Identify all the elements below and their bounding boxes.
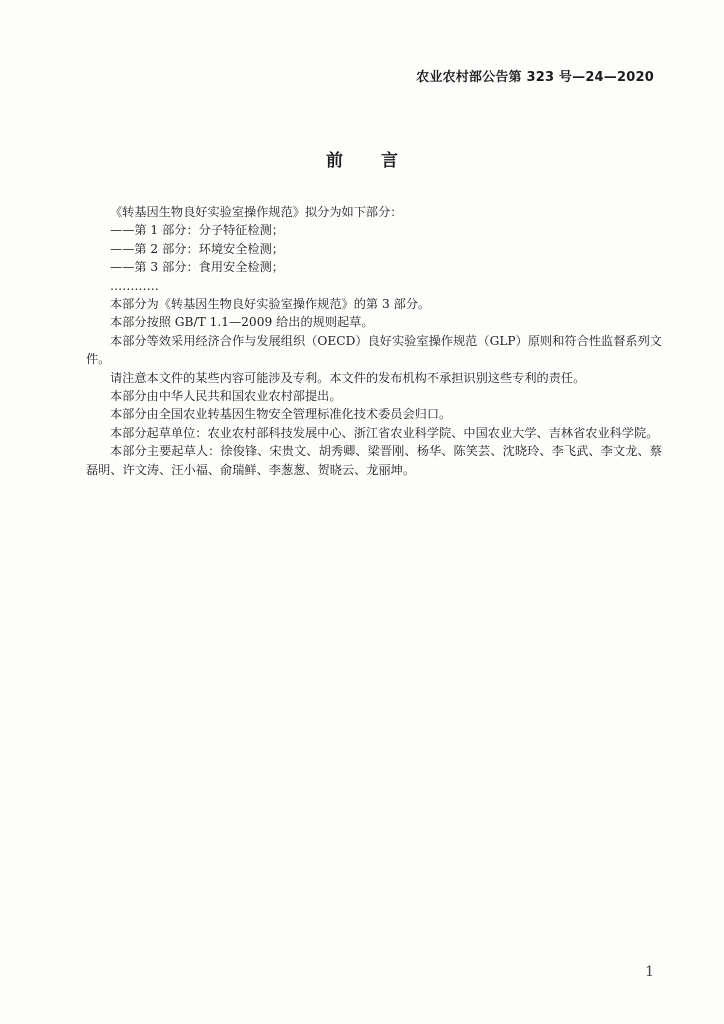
part-list-item: ——第 3 部分：食用安全检测； bbox=[110, 260, 284, 275]
equivalence-statement: 本部分等效采用经济合作与发展组织（OECD）良好实验室操作规范（GLP）原则和符合性监督系列文件。 bbox=[86, 333, 662, 367]
proposed-by: 本部分由中华人民共和国农业农村部提出。 bbox=[110, 389, 342, 404]
document-number: 农业农村部公告第 323 号—24—2020 bbox=[416, 70, 654, 85]
drafting-units: 本部分起草单位：农业农村部科技发展中心、浙江省农业科学院、中国农业大学、吉林省农业科学院。 bbox=[110, 425, 659, 440]
part-statement: 本部分为《转基因生物良好实验室操作规范》的第 3 部分。 bbox=[110, 297, 431, 312]
part-list-item: ——第 1 部分：分子特征检测； bbox=[110, 223, 284, 238]
page-number: 1 bbox=[645, 964, 654, 980]
intro-paragraph: 《转基因生物良好实验室操作规范》拟分为如下部分： bbox=[110, 205, 403, 219]
drafting-rules: 本部分按照 GB/T 1.1—2009 给出的规则起草。 bbox=[110, 315, 374, 330]
ellipsis-line: ………… bbox=[110, 278, 159, 293]
administered-by: 本部分由全国农业转基因生物安全管理标准化技术委员会归口。 bbox=[110, 407, 452, 422]
foreword-body bbox=[86, 203, 662, 479]
page-title: 前言 bbox=[326, 151, 436, 171]
main-drafters: 本部分主要起草人：徐俊锋、宋贵文、胡秀卿、梁晋刚、杨华、陈笑芸、沈晓玲、李飞武、李文龙、蔡磊明、许文涛、汪小福、俞瑞鲜、李葱葱、贺晓云、龙丽坤。 bbox=[86, 444, 662, 477]
patent-notice: 请注意本文件的某些内容可能涉及专利。本文件的发布机构不承担识别这些专利的责任。 bbox=[110, 370, 586, 385]
part-list-item: ——第 2 部分：环境安全检测； bbox=[110, 241, 284, 256]
